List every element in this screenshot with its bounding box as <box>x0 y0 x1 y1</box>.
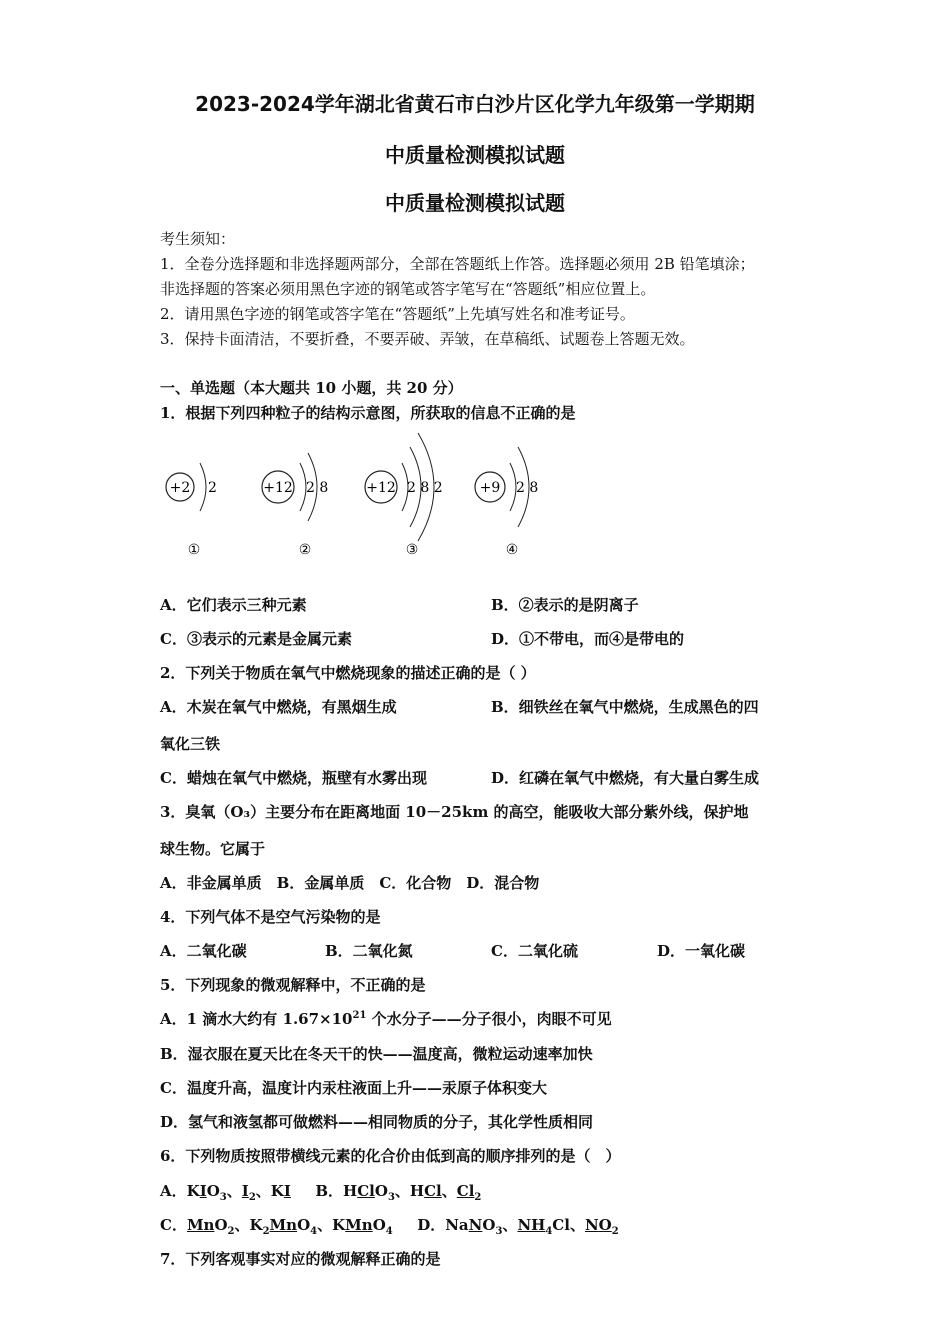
q1-option-d: D．①不带电，而④是带电的 <box>491 630 685 648</box>
diagram-2-shells: 2 8 <box>306 480 329 496</box>
atom-diagram-2 <box>262 453 328 558</box>
g18: 3 <box>495 1226 503 1237</box>
q4-option-b: B．二氧化氮 <box>325 942 413 960</box>
q3-stem-line2: 球生物。它属于 <box>160 840 266 858</box>
q5-option-a-exponent: 21 <box>352 1010 367 1021</box>
g12: Mn <box>345 1216 373 1234</box>
f20: 2 <box>474 1192 482 1203</box>
g15: Na <box>445 1216 469 1234</box>
diagram-3-nucleus: +12 <box>366 480 396 496</box>
diagram-4-shells: 2 8 <box>516 480 539 496</box>
q5-option-a <box>160 1008 612 1029</box>
q5-option-b: B．湿衣服在夏天比在冬天干的快——温度高，微粒运动速率加快 <box>160 1045 593 1063</box>
f2: I <box>199 1182 207 1200</box>
q6-option-a-label: A． <box>160 1182 187 1200</box>
atom-diagram-4 <box>475 447 538 558</box>
diagram-2-nucleus: +12 <box>263 480 293 496</box>
diagram-4-nucleus: +9 <box>479 480 501 496</box>
g14: 4 <box>385 1226 393 1237</box>
f15: 、 <box>394 1182 410 1200</box>
f11: H <box>343 1182 358 1200</box>
q3-options: A．非金属单质 B．金属单质 C．化合物 D．混合物 <box>160 874 540 892</box>
g4: 、 <box>234 1216 250 1234</box>
q4-option-c: C．二氧化硫 <box>491 942 578 960</box>
f14: 3 <box>387 1192 395 1203</box>
f5: 、 <box>226 1182 242 1200</box>
q2-option-a: A．木炭在氧气中燃烧，有黑烟生成 <box>160 698 397 716</box>
g9: 4 <box>310 1226 318 1237</box>
f8: 、 <box>255 1182 271 1200</box>
q6-option-c-label: C． <box>160 1216 187 1234</box>
diagram-2-label: ② <box>298 542 312 558</box>
notice-item-2: 2．请用黑色字迹的钢笔或答字笔在“答题纸”上先填写姓名和准考证号。 <box>160 305 635 323</box>
g21: 4 <box>545 1226 553 1237</box>
diagram-1-nucleus: +2 <box>169 480 191 496</box>
g23: 、 <box>569 1216 585 1234</box>
g17: O <box>482 1216 496 1234</box>
g24: N <box>584 1216 599 1234</box>
q7-stem: 7．下列客观事实对应的微观解释正确的是 <box>160 1250 441 1268</box>
g11: K <box>332 1216 346 1234</box>
doc-title-line-3: 中质量检测模拟试题 <box>385 191 565 215</box>
g3: 2 <box>227 1226 235 1237</box>
f18: 、 <box>441 1182 457 1200</box>
q1-option-c: C．③表示的元素是金属元素 <box>160 630 352 648</box>
g8: O <box>297 1216 311 1234</box>
g16: N <box>468 1216 483 1234</box>
q6-option-d-label: D． <box>417 1216 446 1234</box>
f7: 2 <box>248 1192 256 1203</box>
section-heading: 一、单选题（本大题共 10 小题，共 20 分） <box>160 379 463 397</box>
g7: Mn <box>269 1216 298 1234</box>
f16: H <box>409 1182 425 1200</box>
q1-stem: 1．根据下列四种粒子的结构示意图，所获取的信息不正确的是 <box>160 404 576 422</box>
q2-option-b-line1: B．细铁丝在氧气中燃烧，生成黑色的四 <box>491 698 759 716</box>
diagram-4-label: ④ <box>505 542 519 558</box>
f12: Cl <box>357 1182 375 1200</box>
q1-option-b: B．②表示的是阴离子 <box>491 596 639 614</box>
f6: I <box>241 1182 249 1200</box>
q6-option-b-label: B． <box>315 1182 344 1200</box>
f19: Cl <box>456 1182 475 1200</box>
q4-option-d: D．一氧化碳 <box>657 942 746 960</box>
f10: I <box>283 1182 291 1200</box>
atom-diagram-1 <box>166 463 217 558</box>
q1-atom-diagrams <box>150 425 570 565</box>
g1: Mn <box>186 1216 215 1234</box>
g10: 、 <box>317 1216 333 1234</box>
g13: O <box>372 1216 386 1234</box>
notice-item-3: 3．保持卡面清洁，不要折叠，不要弄破、弄皱，在草稿纸、试题卷上答题无效。 <box>160 330 695 348</box>
f9: K <box>270 1182 284 1200</box>
f3: O <box>206 1182 220 1200</box>
q1-option-a: A．它们表示三种元素 <box>160 596 307 614</box>
q2-option-d: D．红磷在氧气中燃烧，有大量白雾生成 <box>491 769 760 787</box>
q4-stem: 4．下列气体不是空气污染物的是 <box>160 908 381 926</box>
g20: NH <box>517 1216 546 1234</box>
q5-option-a-pre: A．1 滴水大约有 1.67×10 <box>160 1010 353 1028</box>
g26: 2 <box>611 1226 619 1237</box>
g5: K <box>249 1216 263 1234</box>
g2: O <box>214 1216 228 1234</box>
q5-option-a-post: 个水分子——分子很小，肉眼不可见 <box>366 1010 612 1028</box>
diagram-1-shells: 2 <box>208 480 217 496</box>
q4-option-a: A．二氧化碳 <box>160 942 247 960</box>
f4: 3 <box>219 1192 227 1203</box>
diagram-1-label: ① <box>187 542 201 558</box>
g19: 、 <box>502 1216 518 1234</box>
f13: O <box>374 1182 388 1200</box>
atom-diagram-3 <box>365 433 443 558</box>
q3-stem-line1: 3．臭氧（O₃）主要分布在距离地面 10－25km 的高空，能吸收大部分紫外线，保护地 <box>160 803 749 821</box>
notice-item-1b: 非选择题的答案必须用黑色字迹的钢笔或答字笔写在“答题纸”相应位置上。 <box>160 280 656 298</box>
notice-heading: 考生须知： <box>160 230 236 248</box>
q2-option-b-line2: 氧化三铁 <box>160 735 221 753</box>
g22: Cl <box>552 1216 570 1234</box>
q5-stem: 5．下列现象的微观解释中，不正确的是 <box>160 976 426 994</box>
g25: O <box>598 1216 612 1234</box>
f17: Cl <box>424 1182 442 1200</box>
q5-option-c: C．温度升高，温度计内汞柱液面上升——汞原子体积变大 <box>160 1079 547 1097</box>
diagram-3-label: ③ <box>405 542 419 558</box>
q6-stem: 6．下列物质按照带横线元素的化合价由低到高的顺序排列的是（ ） <box>160 1147 621 1165</box>
notice-item-1a: 1．全卷分选择题和非选择题两部分，全部在答题纸上作答。选择题必须用 2B 铅笔填涂； <box>160 255 755 273</box>
doc-title-line-1: 2023-2024学年湖北省黄石市白沙片区化学九年级第一学期期 <box>195 92 755 116</box>
q2-stem: 2．下列关于物质在氧气中燃烧现象的描述正确的是（ ） <box>160 664 536 682</box>
g6: 2 <box>262 1226 270 1237</box>
f1: K <box>186 1182 200 1200</box>
q5-option-d: D．氢气和液氢都可做燃料——相同物质的分子，其化学性质相同 <box>160 1113 594 1131</box>
diagram-3-shells: 2 8 2 <box>407 480 443 496</box>
doc-title-line-2: 中质量检测模拟试题 <box>385 143 565 167</box>
q2-option-c: C．蜡烛在氧气中燃烧，瓶壁有水雾出现 <box>160 769 427 787</box>
q6-options-cd <box>160 1214 619 1237</box>
q6-options-ab <box>160 1180 481 1203</box>
